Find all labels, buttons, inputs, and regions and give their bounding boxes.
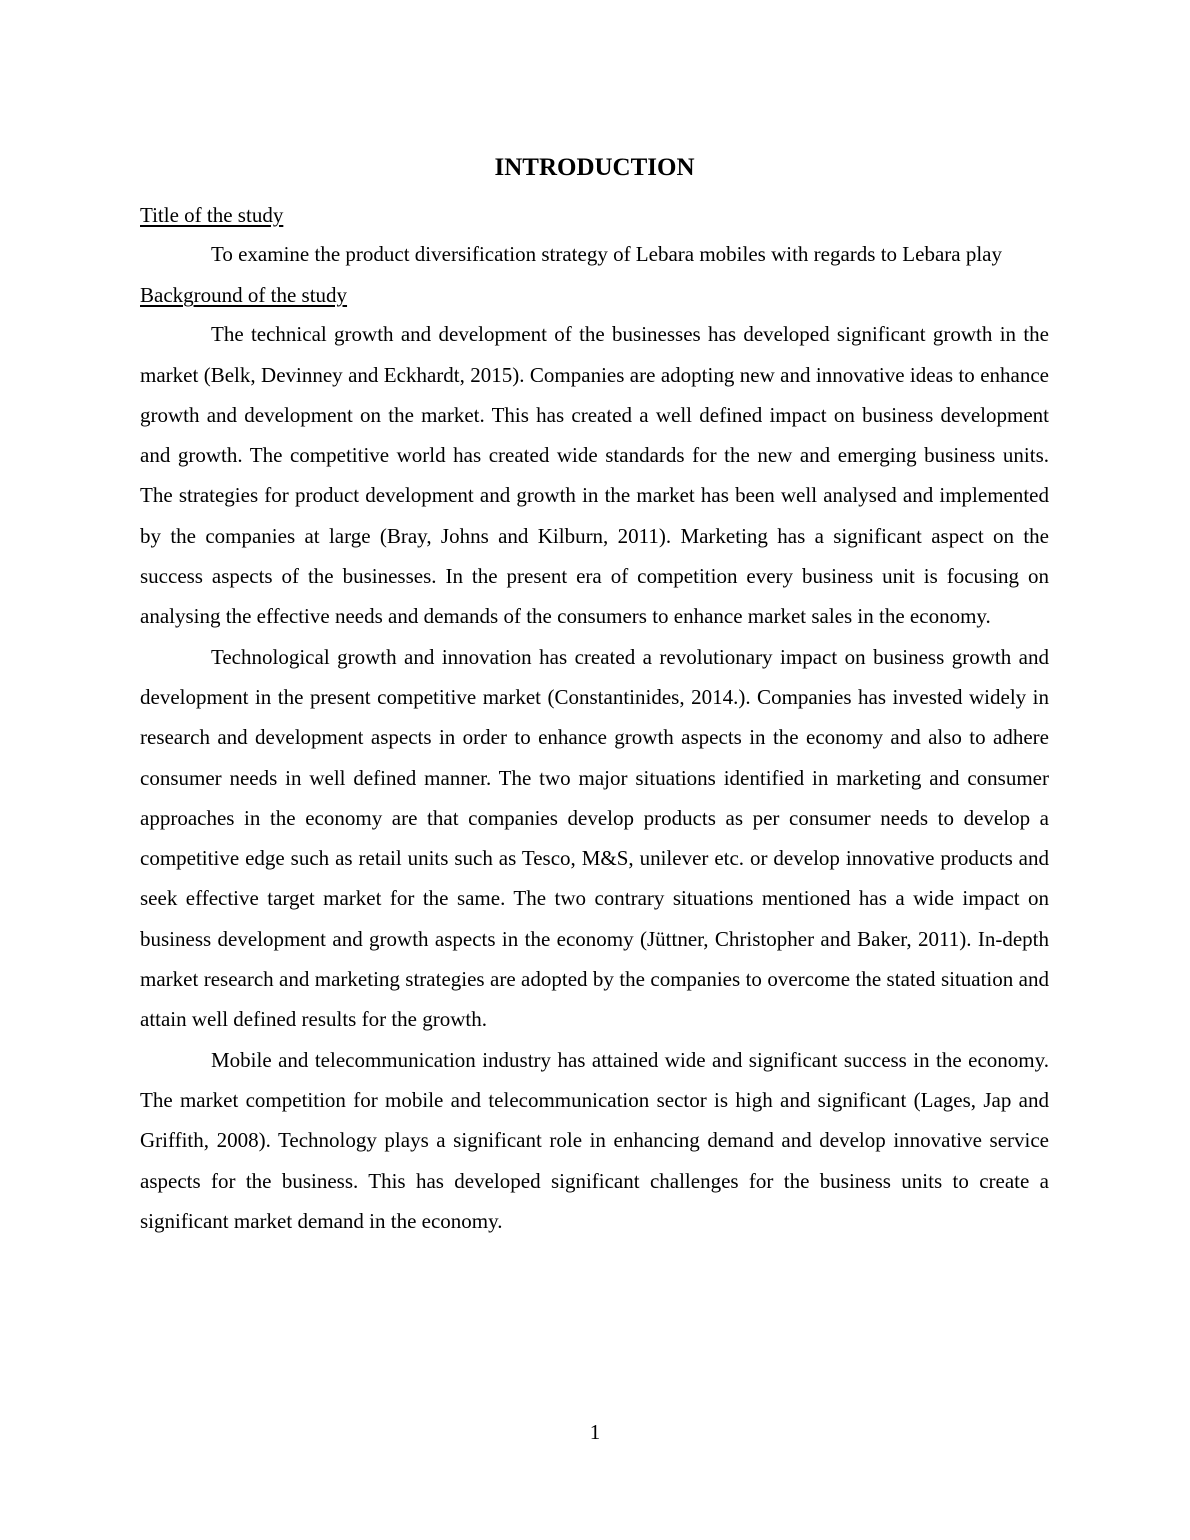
section-title-of-study (140, 200, 1049, 274)
page-content (140, 148, 1049, 1241)
section-background-of-study (140, 280, 1049, 1241)
section-heading: Title of the study (140, 203, 284, 227)
document-title: INTRODUCTION (494, 154, 695, 181)
section-heading: Background of the study (140, 283, 348, 308)
page-number: 1 (589, 1420, 601, 1444)
paragraph: Technological growth and innovation has created a revolutionary impact on business growth and development in the present competitive market (Constantinides, 2014.). Companies has invested widely in research and development aspects in order to enhance growth aspects in the economy and also to adhere consumer needs in well defined manner. The two major situations identified in marketing and consumer approaches in the economy are that companies develop products as per consumer needs to develop a competitive edge such as retail units such as Tesco, M&S, unilever etc. or develop innovative products and seek effective target market for the same. The two contrary situations mentioned has a wide impact on business development and growth aspects in the economy (Jüttner, Christopher and Baker, 2011). In-depth market research and marketing strategies are adopted by the companies to overcome the stated situation and attain well defined results for the growth. (140, 644, 1049, 1032)
paragraph: Mobile and telecommunication industry has attained wide and significant success in the economy. The market competition for mobile and telecommunication sector is high and significant (Lages, Jap and Griffith, 2008). Technology plays a significant role in enhancing demand and develop innovative service aspects for the business. This has developed significant challenges for the business units to create a significant market demand in the economy. (140, 1047, 1049, 1233)
paragraph: To examine the product diversification strategy of Lebara mobiles with regards to Lebara play (211, 242, 1002, 266)
paragraph: The technical growth and development of the businesses has developed significant growth in the market (Belk, Devinney and Eckhardt, 2015). Companies are adopting new and innovative ideas to enhance growth and development on the market. This has created a well defined impact on business development and growth. The competitive world has created wide standards for the new and emerging business units. The strategies for product development and growth in the market has been well analysed and implemented by the companies at large (Bray, Johns and Kilburn, 2011). Marketing has a significant aspect on the success aspects of the businesses. In the present era of competition every business unit is focusing on analysing the effective needs and demands of the consumers to enhance market sales in the economy. (140, 322, 1049, 629)
